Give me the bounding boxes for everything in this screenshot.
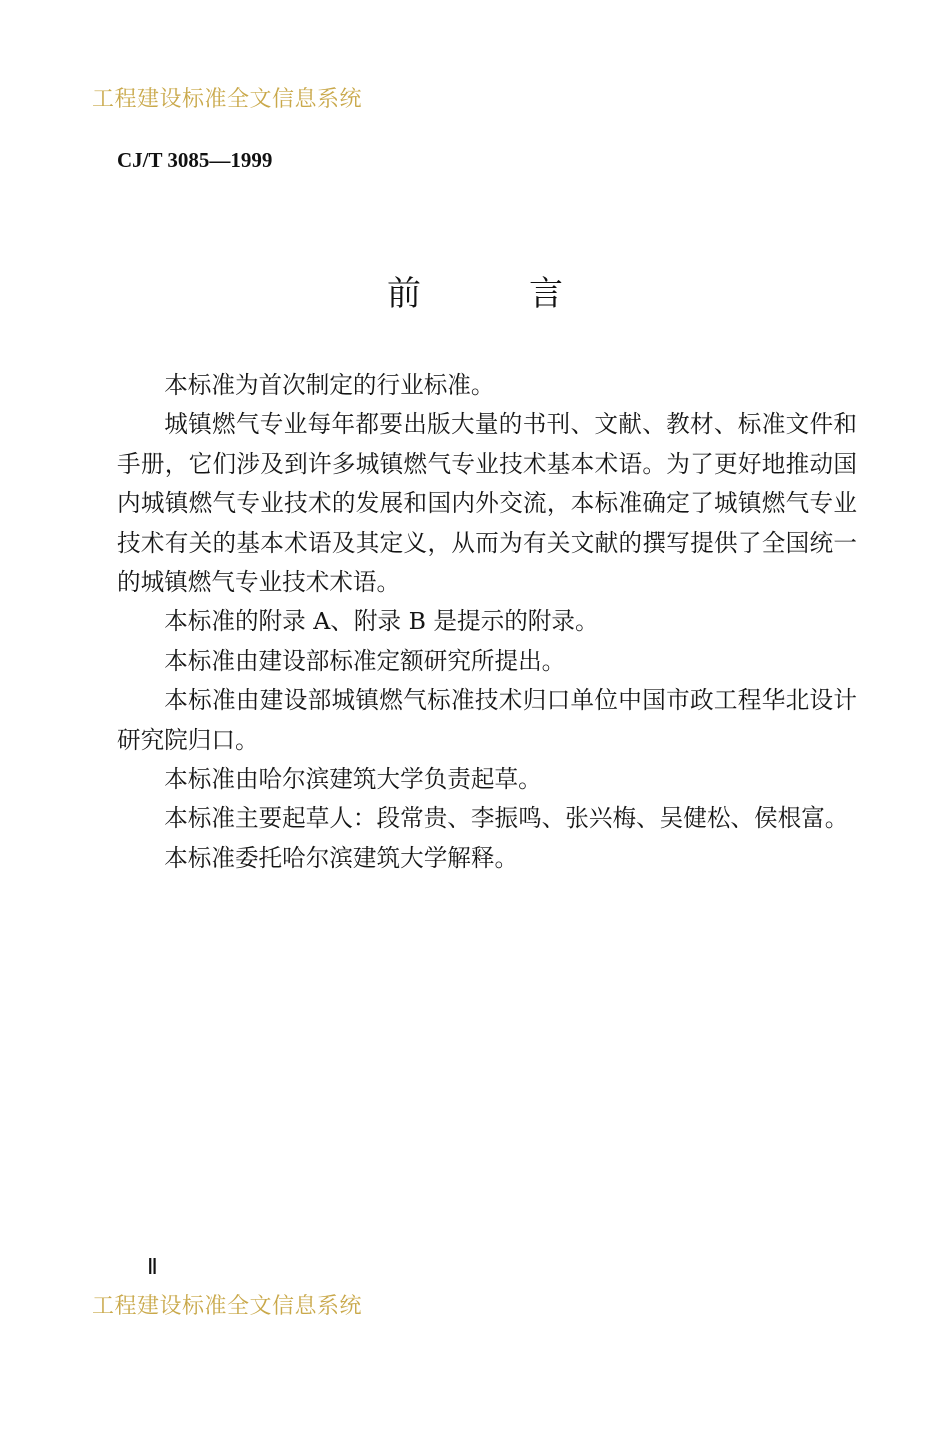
watermark-top: 工程建设标准全文信息系统 [92,87,363,112]
title-char-2: 言 [529,274,563,314]
watermark-bottom: 工程建设标准全文信息系统 [92,1294,363,1319]
title-char-1: 前 [387,274,421,314]
page-title [0,266,950,315]
paragraph: 本标准为首次制定的行业标准。 [164,371,495,399]
foreword-body [117,366,857,878]
paragraph: 本标准由建设部标准定额研究所提出。 [164,646,566,675]
standard-code: CJ/T 3085—1999 [117,148,273,172]
paragraph: 本标准委托哈尔滨建筑大学解释。 [164,843,519,872]
paragraph: 本标准主要起草人：段常贵、李振鸣、张兴梅、吴健松、侯根富。 [164,804,849,833]
paragraph: 城镇燃气专业每年都要出版大量的书刊、文献、教材、标准文件和手册，它们涉及到许多城镇燃气专业技术基本术语。为了更好地推动国内城镇燃气专业技术的发展和国内外交流，本标准确定了城镇燃气专业技术有关的基本术语及其定义，从而为有关文献的撰写提供了全国统一的城镇燃气专业技术术语。 [117,410,857,597]
paragraph: 本标准由建设部城镇燃气标准技术归口单位中国市政工程华北设计研究院归口。 [117,686,857,754]
paragraph: 本标准的附录 A、附录 B 是提示的附录。 [164,607,599,636]
page-number: Ⅱ [147,1254,158,1279]
paragraph: 本标准由哈尔滨建筑大学负责起草。 [164,765,542,794]
